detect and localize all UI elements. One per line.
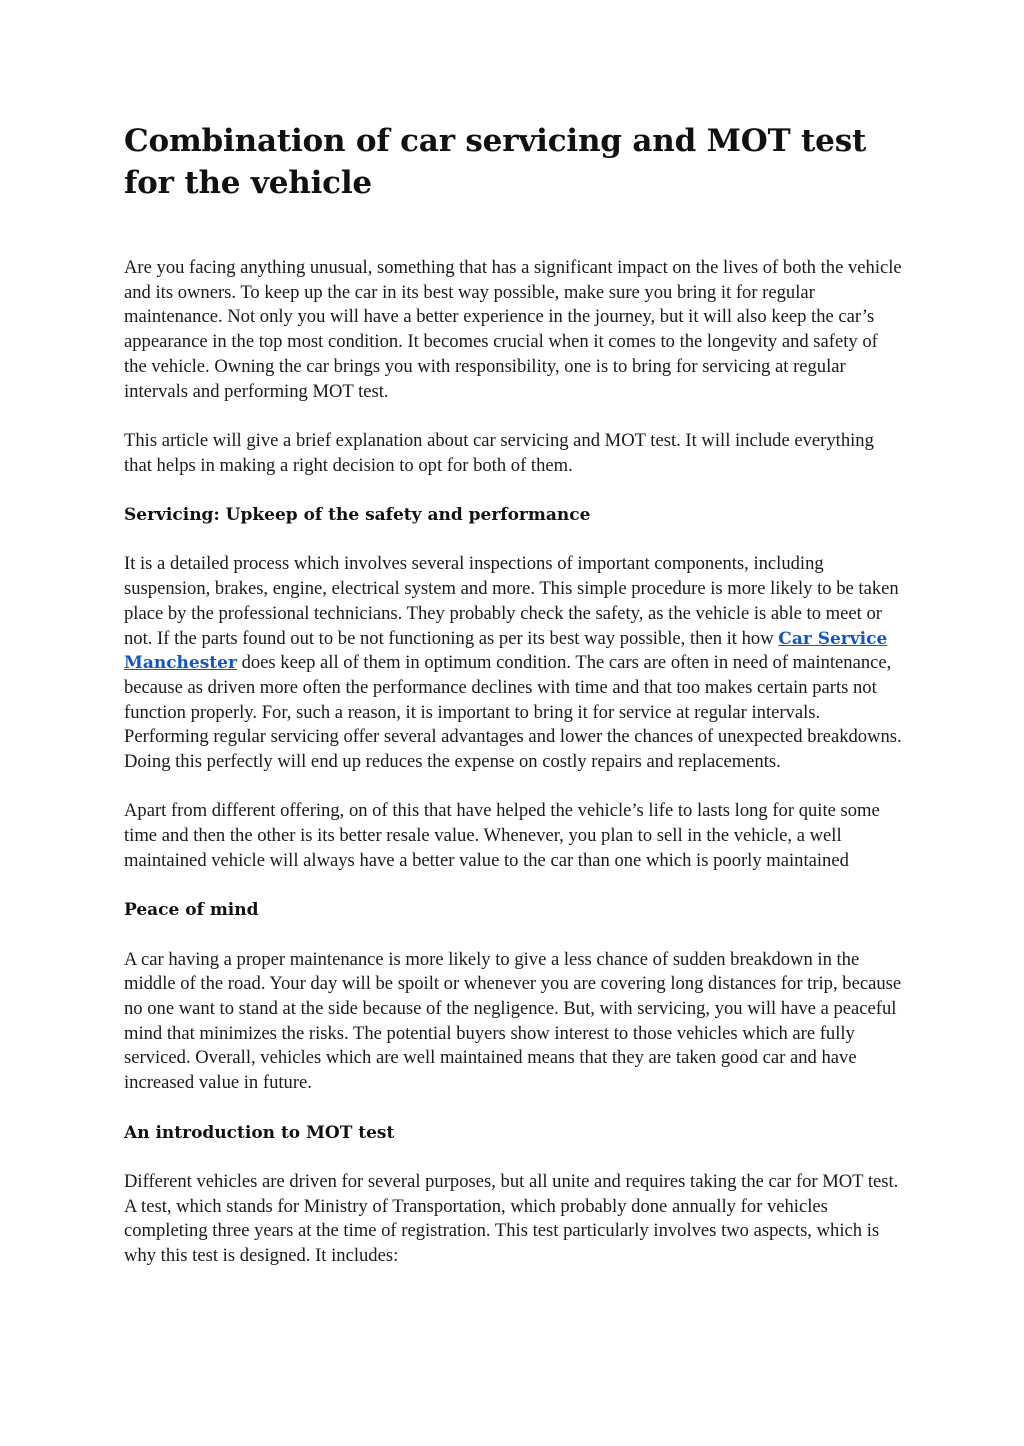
document-page xyxy=(124,120,904,1269)
peace-of-mind-heading: Peace of mind xyxy=(124,900,259,921)
servicing-heading: Servicing: Upkeep of the safety and performance xyxy=(124,505,591,525)
servicing-text-before-link: It is a detailed process which involves several inspections of important components, including suspension, brakes, engine, electrical system and more. This simple procedure is more likely to be taken place by the professional technicians. They probably check the safety, as the vehicle is able to meet or not. If the parts found out to be not functioning as per its best way possible, then it how xyxy=(124,553,899,649)
resale-paragraph: Apart from different offering, on of this that have helped the vehicle’s life to lasts long for quite some time and then the other is its better resale value. Whenever, you plan to sell in the vehicle, a well maintained vehicle will always have a better value to the car than one which is poorly maintained xyxy=(124,800,880,871)
intro-paragraph: Are you facing anything unusual, something that has a significant impact on the lives of both the vehicle and its owners. To keep up the car in its best way possible, make sure you bring it for regular maintenance. Not only you will have a better experience in the journey, but it will also keep the car’s appearance in the top most condition. It becomes crucial when it comes to the longevity and safety of the vehicle. Owning the car brings you with responsibility, one is to bring for servicing at regular intervals and performing MOT test. xyxy=(124,257,902,402)
peace-of-mind-paragraph: A car having a proper maintenance is more likely to give a less chance of sudden breakdown in the middle of the road. Your day will be spoilt or whenever you are covering long distances for trip, because no one want to stand at the side because of the negligence. But, with servicing, you will have a peaceful mind that minimizes the risks. The potential buyers show interest to those vehicles which are fully serviced. Overall, vehicles which are well maintained means that they are taken good car and have increased value in future. xyxy=(124,948,902,1094)
summary-paragraph: This article will give a brief explanation about car servicing and MOT test. It will include everything that helps in making a right decision to opt for both of them. xyxy=(124,429,874,476)
page-title: Combination of car servicing and MOT test for the vehicle xyxy=(124,123,867,201)
servicing-paragraph xyxy=(124,552,904,774)
mot-heading: An introduction to MOT test xyxy=(124,1122,395,1143)
car-service-manchester-link[interactable]: Car Service Manchester xyxy=(124,628,888,674)
mot-paragraph: Different vehicles are driven for several purposes, but all unite and requires taking the car for MOT test. A test, which stands for Ministry of Transportation, which probably done annually for vehicles completing three years at the time of registration. This test particularly involves two aspects, which is why this test is designed. It includes: xyxy=(124,1170,899,1266)
servicing-text-after-link: does keep all of them in optimum condition. The cars are often in need of maintenance, because as driven more often the performance declines with time and that too makes certain parts not function properly. For, such a reason, it is important to bring it for service at regular intervals. Performing regular servicing offer several advantages and lower the chances of unexpected breakdowns. Doing this perfectly will end up reduces the expense on costly repairs and replacements. xyxy=(124,652,902,773)
